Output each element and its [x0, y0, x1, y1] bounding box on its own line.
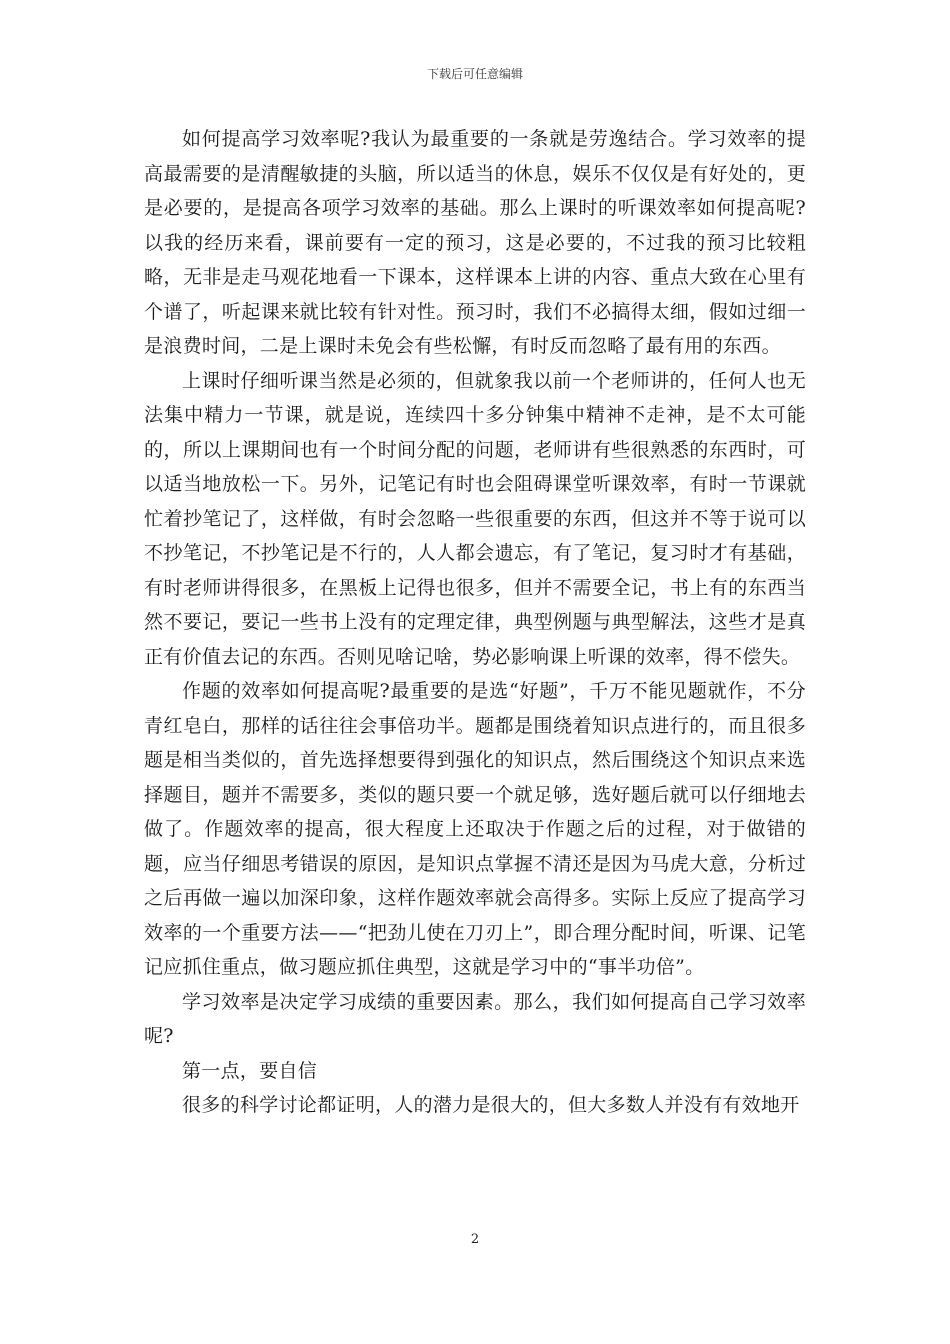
paragraph-potential: 很多的科学讨论都证明，人的潜力是很大的，但大多数人并没有有效地开 [182, 1094, 800, 1116]
section-heading-confidence: 第一点，要自信 [182, 1059, 318, 1082]
paragraph-study-efficiency-intro: 如何提高学习效率呢?我认为最重要的一条就是劳逸结合。学习效率的提高最需要的是清醒敏捷的头脑，所以适当的休息，娱乐不仅仅是有好处的，更是必要的，是提高各项学习效率的基础。那么上课时的听课效率如何提高呢?以我的经历来看，课前要有一定的预习，这是必要的，不过我的预习比较粗略，无非是走马观花地看一下课本，这样课本上讲的内容、重点大致在心里有个谱了，听起课来就比较有针对性。预习时，我们不必搞得太细，假如过细一是浪费时间，二是上课时未免会有些松懈，有时反而忽略了最有用的东西。 [144, 128, 806, 357]
paragraph-efficiency-question: 学习效率是决定学习成绩的重要因素。那么，我们如何提高自己学习效率呢? [144, 990, 806, 1047]
page-header-note: 下载后可任意编辑 [426, 67, 523, 81]
paragraph-listening-in-class: 上课时仔细听课当然是必须的，但就象我以前一个老师讲的，任何人也无法集中精力一节课，就是说，连续四十多分钟集中精神不走神，是不太可能的，所以上课期间也有一个时间分配的问题，老师讲有些很熟悉的东西时，可以适当地放松一下。另外，记笔记有时也会阻碍课堂听课效率，有时一节课就忙着抄笔记了，这样做，有时会忽略一些很重要的东西，但这并不等于说可以不抄笔记，不抄笔记是不行的，人人都会遗忘，有了笔记，复习时才有基础，有时老师讲得很多，在黑板上记得也很多，但并不需要全记，书上有的东西当然不要记，要记一些书上没有的定理定律，典型例题与典型解法，这些才是真正有价值去记的东西。否则见啥记啥，势必影响课上听课的效率，得不偿失。 [144, 369, 806, 668]
paragraph-exercise-efficiency: 作题的效率如何提高呢?最重要的是选“好题”，千万不能见题就作，不分青红皂白，那样的话往往会事倍功半。题都是围绕着知识点进行的，而且很多题是相当类似的，首先选择想要得到强化的知识点，然后围绕这个知识点来选择题目，题并不需要多，类似的题只要一个就足够，选好题后就可以仔细地去做了。作题效率的提高，很大程度上还取决于作题之后的过程，对于做错的题，应当仔细思考错误的原因，是知识点掌握不清还是因为马虎大意，分析过之后再做一遍以加深印象，这样作题效率就会高得多。实际上反应了提高学习效率的一个重要方法——“把劲儿使在刀刃上”，即合理分配时间，听课、记笔记应抓住重点，做习题应抓住典型，这就是学习中的“事半功倍”。 [144, 680, 806, 978]
page-number: 2 [470, 1232, 480, 1247]
document-body [144, 122, 806, 1123]
